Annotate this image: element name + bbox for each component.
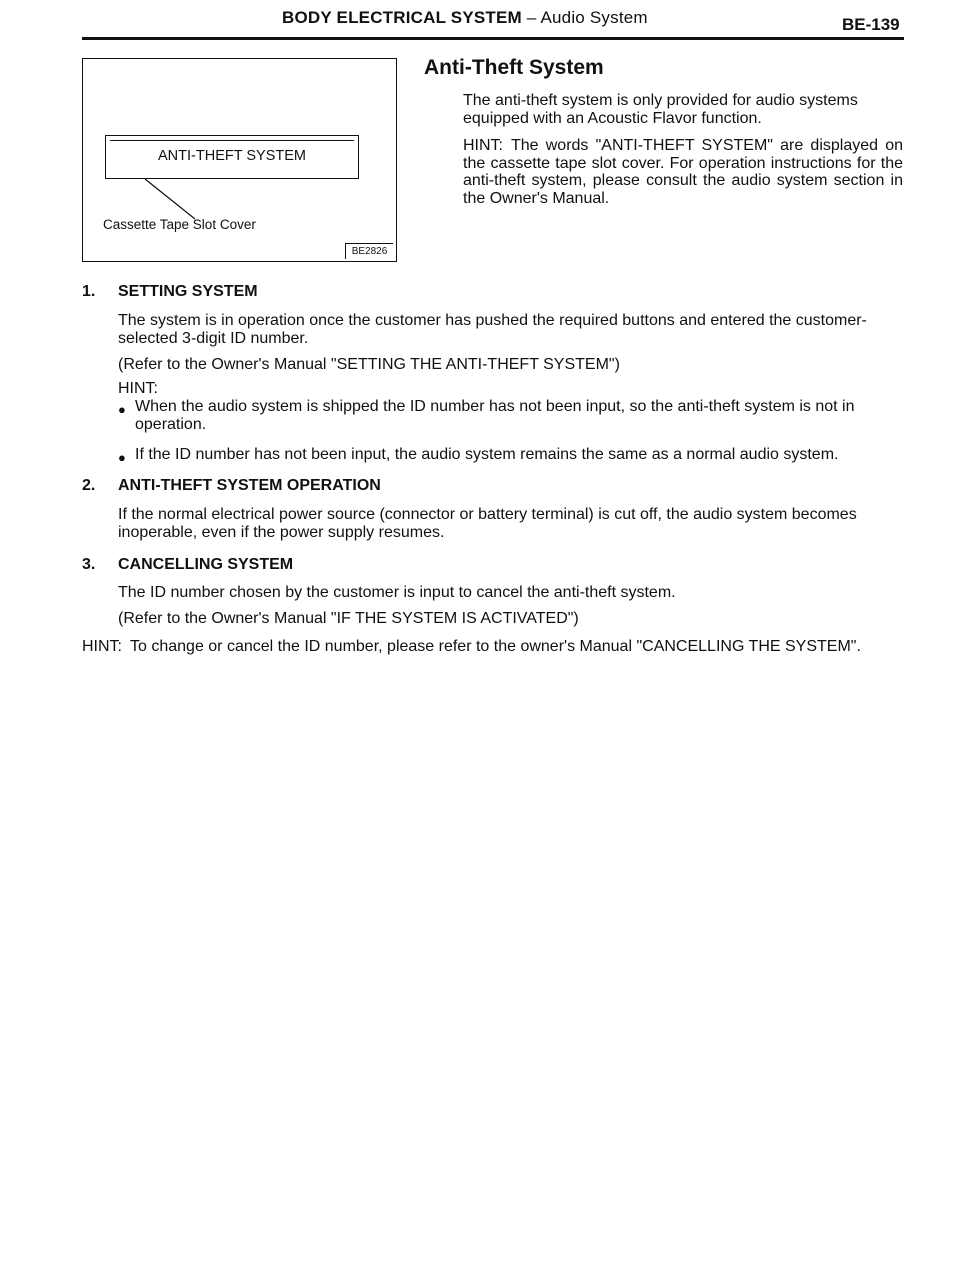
item-number: 3.	[82, 556, 96, 573]
item-title: SETTING SYSTEM	[118, 283, 258, 300]
page-header-title	[282, 8, 648, 28]
item-refer: (Refer to the Owner's Manual "IF THE SYSTEM IS ACTIVATED")	[118, 610, 579, 627]
figure-code: BE2826	[345, 243, 393, 259]
hint-text: The words "ANTI-THEFT SYSTEM" are displayed on the cassette tape slot cover. For operation instructions for the anti-theft system, please consult the audio system section in the Owner's Manual.	[463, 137, 903, 207]
item-text: The ID number chosen by the customer is input to cancel the anti-theft system.	[118, 584, 676, 601]
hint-label: HINT:	[82, 638, 122, 655]
bullet-text: If the ID number has not been input, the audio system remains the same as a normal audio system.	[135, 446, 839, 463]
page-number: BE-139	[842, 15, 900, 34]
bullet-text: When the audio system is shipped the ID number has not been input, so the anti-theft system is not in operation.	[135, 398, 855, 433]
header-divider	[82, 37, 904, 40]
intro-paragraph: The anti-theft system is only provided for audio systems equipped with an Acoustic Flavor function.	[463, 92, 858, 127]
hint-text: To change or cancel the ID number, please refer to the owner's Manual "CANCELLING THE SYSTEM".	[130, 638, 861, 655]
header-section-bold: BODY ELECTRICAL SYSTEM	[282, 8, 522, 27]
intro-hint	[463, 137, 903, 207]
hint-label: HINT:	[463, 137, 503, 154]
item-text: If the normal electrical power source (connector or battery terminal) is cut off, the audio system becomes inoperable, even if the power supply resumes.	[118, 506, 857, 541]
slot-cover-label: ANTI-THEFT SYSTEM	[158, 148, 306, 164]
item-refer: (Refer to the Owner's Manual "SETTING THE ANTI-THEFT SYSTEM")	[118, 356, 620, 373]
item-title: ANTI-THEFT SYSTEM OPERATION	[118, 477, 381, 494]
item-number: 1.	[82, 283, 96, 300]
illustration-figure	[82, 58, 397, 262]
item-hint-label: HINT:	[118, 380, 158, 397]
figure-caption: Cassette Tape Slot Cover	[103, 217, 256, 232]
header-section-rest: – Audio System	[521, 8, 648, 27]
slot-cover-label-box	[105, 135, 359, 179]
item-hint	[82, 638, 903, 656]
item-text: The system is in operation once the customer has pushed the required buttons and entered the customer-selected 3-digit ID number.	[118, 312, 867, 347]
leader-line	[143, 177, 203, 221]
section-title: Anti-Theft System	[424, 56, 604, 79]
bullet-icon: ●	[118, 402, 126, 417]
item-number: 2.	[82, 477, 96, 494]
item-title: CANCELLING SYSTEM	[118, 556, 294, 573]
bullet-icon: ●	[118, 450, 126, 465]
